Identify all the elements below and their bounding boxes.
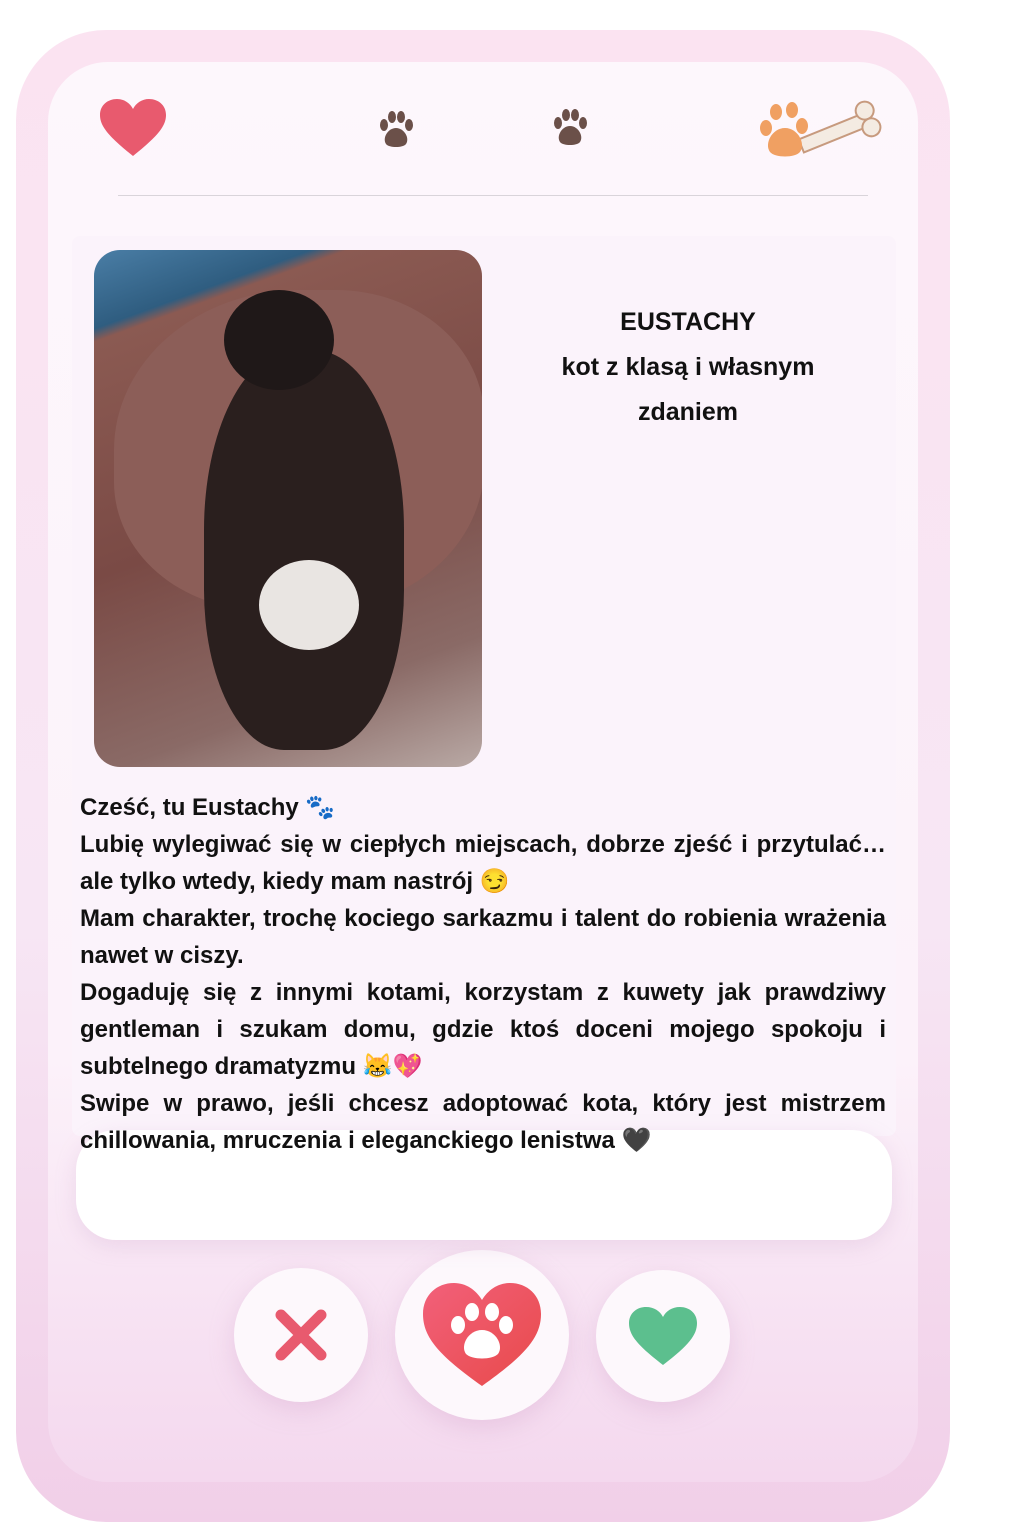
heart-icon: [627, 1305, 699, 1367]
photo-cat-body: [204, 350, 404, 750]
reject-button[interactable]: [234, 1268, 368, 1402]
profile-name: EUSTACHY: [620, 308, 756, 336]
like-button[interactable]: [596, 1270, 730, 1402]
paw-bone-icon[interactable]: [758, 100, 888, 162]
profile-heading: [500, 300, 876, 435]
bio-paragraph: Lubię wylegiwać się w ciepłych miejscach, dobrze zjeść i przytulać… ale tylko wtedy, kiedy mam nastrój 😏: [80, 831, 886, 895]
photo-cat-belly: [259, 560, 359, 650]
bio-paragraph: Dogaduję się z innymi kotami, korzystam z kuwety jak prawdziwy gentleman i szukam domu, gdzie ktoś doceni mojego spokoju i subtelnego dramatyzmu 😹💖: [80, 979, 886, 1080]
paw-icon[interactable]: [376, 110, 416, 150]
paw-heart-icon: [420, 1280, 544, 1390]
profile-bio: [80, 789, 886, 1159]
bio-paragraph: Swipe w prawo, jeśli chcesz adoptować kota, który jest mistrzem chillowania, mruczenia i eleganckiego lenistwa 🖤: [80, 1090, 886, 1154]
photo-cat-head: [224, 290, 334, 390]
profile-tagline: zdaniem: [637, 398, 739, 426]
bio-paragraph: Mam charakter, trochę kociego sarkazmu i talent do robienia wrażenia nawet w ciszy.: [80, 905, 886, 969]
cat-photo[interactable]: [94, 250, 482, 767]
paw-icon[interactable]: [550, 108, 590, 148]
header-divider: [118, 195, 868, 196]
profile-tagline: kot z klasą i własnym: [561, 353, 815, 381]
bio-paragraph: Cześć, tu Eustachy 🐾: [80, 794, 336, 821]
close-icon: [271, 1305, 331, 1365]
super-like-button[interactable]: [395, 1250, 569, 1420]
heart-icon[interactable]: [98, 98, 168, 158]
